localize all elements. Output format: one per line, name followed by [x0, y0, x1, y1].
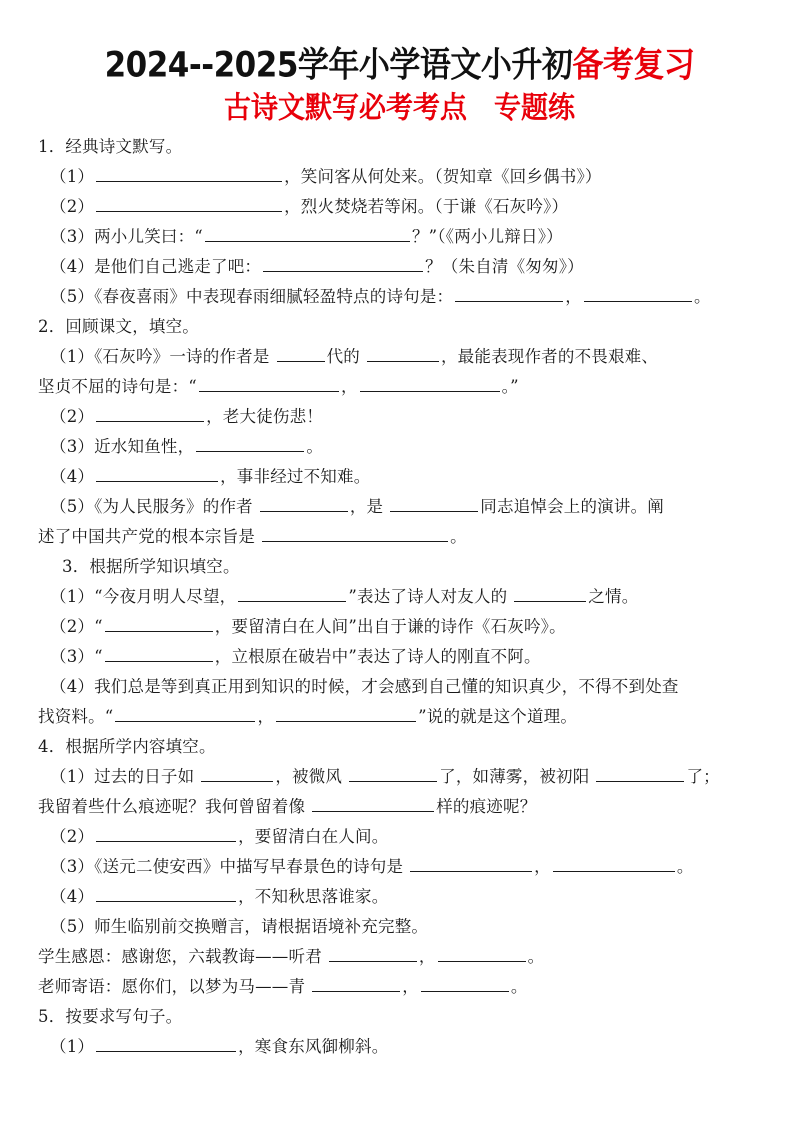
item-number: （2）: [50, 617, 95, 636]
question-item: [38, 582, 761, 612]
dialogue-end: 。: [510, 977, 528, 996]
item-text: ，: [534, 857, 551, 876]
dialogue-label: 老师寄语：愿你们，以梦为马——青: [38, 977, 306, 996]
answer-blank[interactable]: [96, 884, 236, 902]
question-item: [38, 282, 761, 312]
answer-blank[interactable]: [360, 374, 500, 392]
item-number: （1）: [50, 1037, 95, 1056]
answer-blank[interactable]: [312, 794, 434, 812]
item-number: （3）: [50, 647, 95, 666]
question-item-continued: [38, 522, 761, 552]
answer-blank[interactable]: [455, 284, 563, 302]
question-item: [38, 642, 761, 672]
answer-blank[interactable]: [262, 524, 448, 542]
item-number: （2）: [50, 197, 95, 216]
item-text: 了；: [686, 767, 720, 786]
section-heading: 4．根据所学内容填空。: [38, 737, 216, 756]
item-text: 近水知鱼性，: [94, 437, 195, 456]
dialogue-separator: ，: [418, 947, 436, 966]
title-line-secondary: 古诗文默写必考考点 专题练: [224, 91, 575, 126]
question-item: [38, 762, 761, 792]
answer-blank[interactable]: [263, 254, 423, 272]
title-primary-red: 备考复习: [572, 45, 695, 86]
item-text: 之情。: [588, 587, 639, 606]
item-text: 。: [306, 437, 324, 456]
item-number: （4）: [50, 467, 95, 486]
answer-blank[interactable]: [205, 224, 410, 242]
title-line-primary: [38, 42, 761, 89]
answer-blank[interactable]: [421, 974, 509, 992]
item-text: 师生临别前交换赠言，请根据语境补充完整。: [94, 917, 429, 936]
question-item-continued: [38, 372, 761, 402]
question-item: [38, 672, 761, 702]
answer-blank[interactable]: [553, 854, 675, 872]
question-item: [38, 1032, 761, 1062]
item-number: （1）: [50, 167, 95, 186]
item-text: 述了中国共产党的根本宗旨是: [38, 527, 256, 546]
item-text: ，不知秋思落谁家。: [238, 887, 389, 906]
answer-blank[interactable]: [514, 584, 586, 602]
item-text: 同志追悼会上的演讲。阐: [480, 497, 664, 516]
answer-blank[interactable]: [96, 464, 218, 482]
answer-blank[interactable]: [105, 644, 213, 662]
answer-blank[interactable]: [201, 764, 273, 782]
item-text: ，要留清白在人间。: [238, 827, 389, 846]
item-number: （4）: [50, 257, 95, 276]
item-text: 我留着些什么痕迹呢？我何曾留着像: [38, 797, 306, 816]
answer-blank[interactable]: [96, 404, 204, 422]
item-text: “: [94, 647, 103, 666]
item-text: 过去的日子如: [94, 767, 195, 786]
question-item: [38, 912, 761, 942]
worksheet-body: [38, 132, 761, 1062]
item-text: 。: [693, 287, 711, 306]
item-text: 《为人民服务》的作者: [94, 497, 253, 516]
item-text: 。: [450, 527, 467, 546]
question-item: [38, 402, 761, 432]
item-text: 样的痕迹呢？: [436, 797, 537, 816]
question-item-continued: [38, 702, 761, 732]
item-text: 了，如薄雾，被初阳: [439, 767, 590, 786]
item-number: （4）: [50, 887, 95, 906]
question-item: [38, 432, 761, 462]
item-number: （1）: [50, 347, 95, 366]
section-heading: 2．回顾课文，填空。: [38, 317, 199, 336]
dialogue-line-student: [38, 942, 761, 972]
question-item: [38, 342, 761, 372]
item-number: （2）: [50, 407, 95, 426]
question-item: [38, 252, 761, 282]
item-text: 《送元二使安西》中描写早春景色的诗句是: [94, 857, 404, 876]
question-item: [38, 882, 761, 912]
question-item-continued: [38, 792, 761, 822]
question-item: [38, 192, 761, 222]
item-number: （5）: [50, 497, 95, 516]
item-text: ，要留清白在人间”出自于谦的诗作《石灰吟》。: [214, 617, 566, 636]
item-text: 。: [676, 857, 694, 876]
answer-blank[interactable]: [260, 494, 348, 512]
item-text: 坚贞不屈的诗句是：“: [38, 377, 197, 396]
item-text: ，最能表现作者的不畏艰难、: [440, 347, 659, 366]
item-text: ，: [565, 287, 582, 306]
question-item: [38, 492, 761, 522]
item-text: ，立根原在破岩中”表达了诗人的刚直不阿。: [214, 647, 541, 666]
item-text: “: [94, 617, 103, 636]
answer-blank[interactable]: [276, 704, 416, 722]
dialogue-end: 。: [527, 947, 545, 966]
item-text: 找资料。“: [38, 707, 114, 726]
item-text: ，被微风: [275, 767, 343, 786]
item-text: 是他们自己逃走了吧：: [94, 257, 262, 276]
dialogue-separator: ，: [402, 977, 419, 996]
item-text: 《石灰吟》一诗的作者是: [94, 347, 270, 366]
item-text: 两小儿笑曰：“: [94, 227, 203, 246]
section-heading: 3．根据所学知识填空。: [62, 557, 240, 576]
section-heading: 5．按要求写句子。: [38, 1007, 183, 1026]
item-text: ，事非经过不知难。: [220, 467, 371, 486]
document-title: [38, 42, 761, 126]
answer-blank[interactable]: [349, 764, 437, 782]
item-text: ？（朱自清《匆匆》）: [425, 257, 584, 276]
item-number: （2）: [50, 827, 95, 846]
title-primary-black: 2024--2025学年小学语文小升初: [104, 45, 573, 86]
item-text: ？”（《两小儿辩日》）: [411, 227, 563, 246]
answer-blank[interactable]: [196, 434, 304, 452]
item-text: “今夜月明人尽望，: [94, 587, 237, 606]
answer-blank[interactable]: [199, 374, 339, 392]
item-text: ，: [257, 707, 275, 726]
item-number: （5）: [50, 917, 95, 936]
item-text: 《春夜喜雨》中表现春雨细腻轻盈特点的诗句是：: [94, 287, 454, 306]
answer-blank[interactable]: [410, 854, 532, 872]
item-text: ”表达了诗人对友人的: [348, 587, 508, 606]
item-number: （3）: [50, 857, 95, 876]
answer-blank[interactable]: [105, 614, 213, 632]
answer-blank[interactable]: [96, 1034, 236, 1052]
item-text: 。”: [501, 377, 519, 396]
answer-blank[interactable]: [238, 584, 346, 602]
answer-blank[interactable]: [96, 194, 282, 212]
item-text: 代的: [326, 347, 360, 366]
item-text: 我们总是等到真正用到知识的时候，才会感到自己懂的知识真少，不得不到处查: [94, 677, 679, 696]
item-number: （5）: [50, 287, 95, 306]
question-item: [38, 162, 761, 192]
dialogue-line-teacher: [38, 972, 761, 1002]
item-number: （3）: [50, 437, 95, 456]
answer-blank[interactable]: [367, 344, 439, 362]
question-item: [38, 612, 761, 642]
answer-blank[interactable]: [96, 824, 236, 842]
item-text: ”说的就是这个道理。: [418, 707, 578, 726]
item-number: （4）: [50, 677, 95, 696]
dialogue-label: 学生感恩：感谢您，六载教诲——听君: [38, 947, 322, 966]
item-text: ，老大徒伤悲！: [206, 407, 324, 426]
answer-blank[interactable]: [329, 944, 417, 962]
item-number: （3）: [50, 227, 95, 246]
section-heading: 1．经典诗文默写。: [38, 137, 183, 156]
item-text: ，寒食东风御柳斜。: [238, 1037, 389, 1056]
answer-blank[interactable]: [277, 344, 325, 362]
item-number: （1）: [50, 587, 95, 606]
item-text: ，: [340, 377, 358, 396]
answer-blank[interactable]: [438, 944, 526, 962]
question-item: [38, 822, 761, 852]
item-text: ，烈火焚烧若等闲。（于谦《石灰吟》）: [284, 197, 569, 216]
answer-blank[interactable]: [115, 704, 255, 722]
answer-blank[interactable]: [596, 764, 684, 782]
answer-blank[interactable]: [96, 164, 282, 182]
question-item: [38, 462, 761, 492]
item-text: ，笑问客从何处来。（贺知章《回乡偶书》）: [284, 167, 602, 186]
item-text: ，是: [349, 497, 384, 516]
question-item: [38, 222, 761, 252]
answer-blank[interactable]: [312, 974, 400, 992]
answer-blank[interactable]: [390, 494, 478, 512]
item-number: （1）: [50, 767, 95, 786]
answer-blank[interactable]: [584, 284, 692, 302]
question-item: [38, 852, 761, 882]
